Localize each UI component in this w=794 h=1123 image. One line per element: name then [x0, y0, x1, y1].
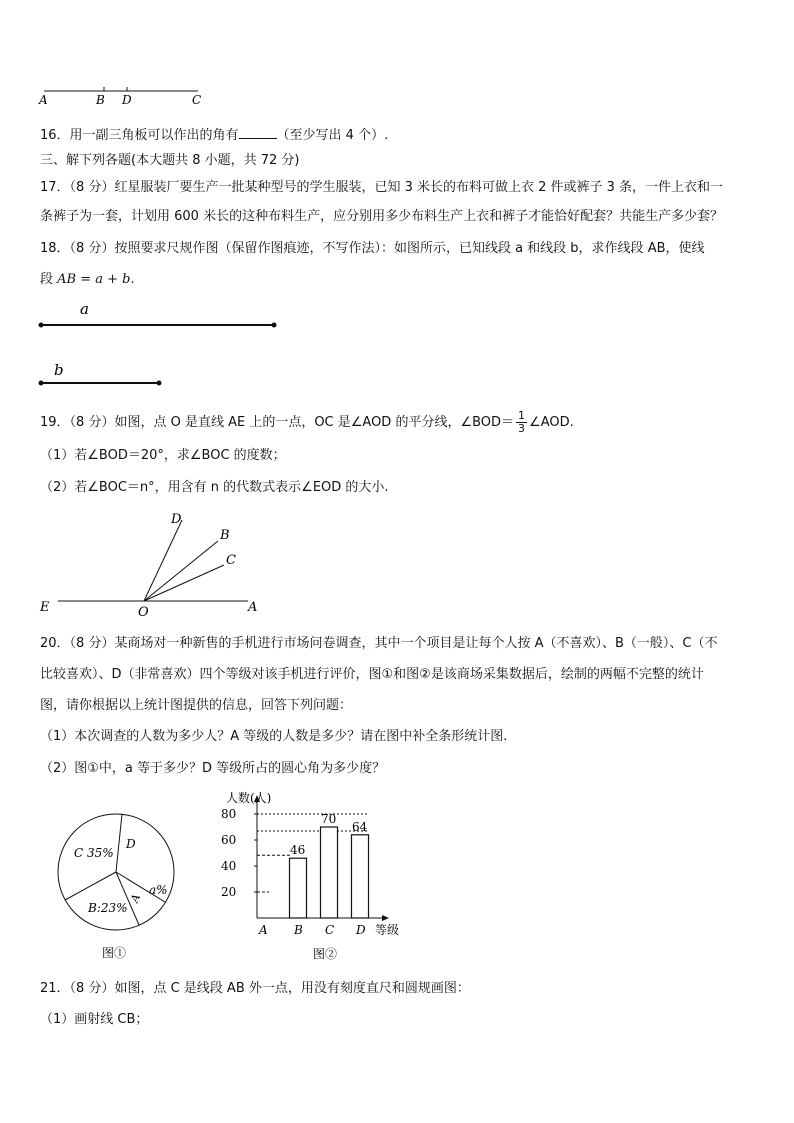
question-20-line1: 20．（8 分）某商场对一种新售的手机进行市场问卷调查，其中一个项目是让每个人按 A（不喜欢）、B（一般）、C（不 — [40, 636, 718, 651]
x-axis-title: 等级 — [375, 923, 400, 937]
question-17-line2: 条裤子为一套，计划用 600 米长的这种布料生产，应分别用多少布料生产上衣和裤子才能恰好配套？共能生产多少套？ — [40, 209, 724, 224]
label-b: B — [220, 528, 230, 543]
segments-a-b-figure — [30, 298, 290, 390]
question-21-part1: （1）画射线 CB； — [40, 1012, 149, 1027]
segment-a-label: a — [80, 300, 89, 318]
pie-slice-label-a-percent: a% — [149, 883, 168, 897]
question-17-line1: 17．（8 分）红星服装厂要生产一批某种型号的学生服装，已知 3 米长的布料可做上衣 2 件或裤子 3 条，一件上衣和一 — [40, 180, 724, 195]
bar-data-label: 46 — [290, 843, 306, 858]
q18-line2-suffix: . — [130, 272, 135, 287]
bar-caption: 图② — [313, 947, 338, 961]
x-tick-label: A — [259, 923, 268, 937]
point-label-d: D — [122, 93, 132, 107]
bar-c — [321, 827, 338, 918]
x-tick-label: D — [356, 923, 366, 937]
label-c: C — [226, 553, 236, 568]
question-19-line1 — [40, 410, 574, 435]
segment-b-label: b — [54, 361, 64, 379]
label-a: A — [248, 600, 258, 615]
question-20-part1: （1）本次调查的人数为多少人？A 等级的人数是多少？请在图中补全条形统计图. — [40, 729, 508, 744]
pie-slice-label-c: C 35% — [74, 846, 114, 860]
question-19-part2: （2）若∠BOC＝n°，用含有 n 的代数式表示∠EOD 的大小. — [40, 480, 389, 495]
point-label-b: B — [96, 93, 105, 107]
question-18-line2 — [40, 271, 135, 289]
question-20-part2: （2）图①中，a 等于多少？D 等级所占的圆心角为多少度？ — [40, 761, 386, 776]
x-tick-label: B — [294, 923, 303, 937]
section-3-heading: 三、解下列各题(本大题共 8 小题，共 72 分) — [40, 153, 300, 168]
q18-formula: AB = a + b — [57, 272, 131, 287]
q19-suffix: ∠AOD. — [529, 415, 574, 430]
y-tick-label: 20 — [221, 885, 237, 899]
pie-slice-label-d: D — [126, 837, 136, 851]
question-21-line1: 21．（8 分）如图，点 C 是线段 AB 外一点，用没有刻度直尺和圆规画图： — [40, 981, 470, 996]
question-16 — [40, 126, 388, 145]
bar-b — [290, 858, 307, 918]
fraction-numerator: 1 — [518, 409, 526, 422]
q19-text: 19．（8 分）如图，点 O 是直线 AE 上的一点，OC 是∠AOD 的平分线，∠BOD＝ — [40, 415, 515, 430]
question-19-part1: （1）若∠BOD＝20°，求∠BOC 的度数； — [40, 448, 286, 463]
y-axis-title: 人数(人) — [226, 791, 272, 805]
y-tick-label: 80 — [221, 807, 237, 821]
fraction-one-third — [516, 410, 527, 435]
segment-figure-abdc — [36, 84, 216, 110]
q16-text: 16．用一副三角板可以作出的角有 — [40, 128, 239, 143]
point-label-a: A — [39, 93, 48, 107]
question-18-line1: 18．（8 分）按照要求尺规作图（保留作图痕迹，不写作法）：如图所示，已知线段 a 和线段 b，求作线段 AB，使线 — [40, 241, 705, 256]
pie-chart — [52, 796, 184, 962]
x-tick-label: C — [325, 923, 335, 937]
pie-caption: 图① — [102, 946, 127, 960]
question-20-line3: 图，请你根据以上统计图提供的信息，回答下列问题： — [40, 698, 353, 713]
point-label-c: C — [192, 93, 202, 107]
q16-suffix: （至少写出 4 个）. — [276, 128, 389, 143]
bar-data-label: 64 — [352, 819, 368, 834]
y-tick-label: 40 — [221, 859, 237, 873]
q18-line2-prefix: 段 — [40, 272, 58, 287]
answer-blank — [239, 126, 277, 139]
label-e: E — [40, 600, 50, 615]
label-d: D — [171, 512, 182, 527]
angle-figure — [34, 508, 274, 620]
bar-data-label: 70 — [321, 812, 337, 826]
fraction-denominator: 3 — [518, 422, 526, 435]
label-o: O — [138, 605, 149, 620]
bar-chart — [210, 786, 410, 962]
pie-slice-label-a: A — [127, 892, 143, 905]
pie-slice-label-b: B:23% — [88, 901, 128, 915]
y-tick-label: 60 — [221, 833, 237, 847]
question-20-line2: 比较喜欢）、D（非常喜欢）四个等级对该手机进行评价，图①和图②是该商场采集数据后，绘制的两幅不完整的统计 — [40, 667, 704, 682]
bar-d — [352, 835, 369, 918]
